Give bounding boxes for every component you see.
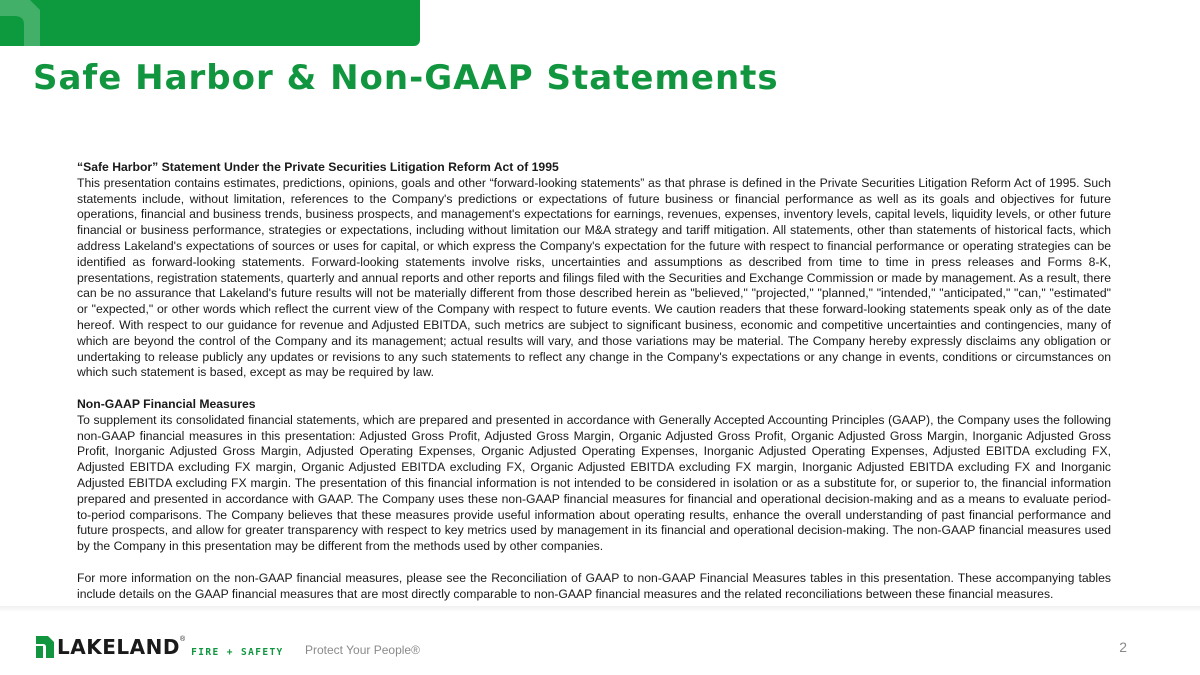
logo-registered-mark: ® bbox=[179, 636, 186, 643]
disclaimer-content bbox=[77, 160, 1111, 602]
company-logo bbox=[36, 634, 284, 660]
non-gaap-more-info: For more information on the non-GAAP financial measures, please see the Reconciliation of GAAP to non-GAAP Financial Measures tables in this presentation. These accompanying tables include details on the GAAP financial measures that are most directly comparable to non-GAAP financial measures and the related reconciliations between these financial measures. bbox=[77, 570, 1111, 601]
footer-divider bbox=[0, 606, 1200, 612]
safe-harbor-body: This presentation contains estimates, predictions, opinions, goals and other “forward-looking statements” as that phrase is defined in the Private Securities Litigation Reform Act of 1995. Such statements include, without limitation, references to the Company's predictions or expectations of future business or financial performance as well as its goals and objectives for future operations, financial and business trends, business prospects, and management's expectations for earnings, revenues, expenses, inventory levels, capital levels, liquidity levels, or other future financial or business performance, strategies or expectations, including without limitation our M&A strategy and tariff mitigation. All statements, other than statements of historical facts, which address Lakeland's expectations of sources or uses for capital, or which express the Company's expectation for the future with respect to financial performance or operating strategies can be identified as forward-looking statements. Forward-looking statements involve risks, uncertainties and assumptions as described from time to time in press releases and Forms 8-K, presentations, registration statements, quarterly and annual reports and other reports and filings filed with the Securities and Exchange Commission or made by management. As a result, there can be no assurance that Lakeland's future results will not be materially different from those described herein as "believed," "projected," "planned," "intended," "anticipated," "can," "estimated" or "expected," or other words which reflect the current view of the Company with respect to future events. We caution readers that these forward-looking statements speak only as of the date hereof. With respect to our guidance for revenue and Adjusted EBITDA, such metrics are subject to significant business, economic and competitive uncertainties and contingencies, many of which are beyond the control of the Company and its management; actual results will vary, and those variations may be material. The Company hereby expressly disclaims any obligation or undertaking to release publicly any updates or revisions to any such statements to reflect any change in the Company's expectations or any change in events, conditions or circumstances on which such statement is based, except as may be required by law. bbox=[77, 175, 1111, 380]
non-gaap-body: To supplement its consolidated financial statements, which are prepared and presented in accordance with Generally Accepted Accounting Principles (GAAP), the Company uses the following non-GAAP financial measures in this presentation: Adjusted Gross Profit, Adjusted Gross Margin, Organic Adjusted Gross Profit, Organic Adjusted Gross Margin, Inorganic Adjusted Gross Profit, Inorganic Adjusted Gross Margin, Adjusted Operating Expenses, Organic Adjusted Operating Expenses, Inorganic Adjusted Operating Expenses, Adjusted EBITDA excluding FX, Adjusted EBITDA excluding FX margin, Organic Adjusted EBITDA excluding FX, Organic Adjusted EBITDA excluding FX margin, Inorganic Adjusted EBITDA excluding FX and Inorganic Adjusted EBITDA excluding FX margin. The presentation of this financial information is not intended to be considered in isolation or as a substitute for, or superior to, the financial information prepared and presented in accordance with GAAP. The Company uses these non-GAAP financial measures for financial and operational decision-making and as a means to evaluate period-to-period comparisons. The Company believes that these measures provide useful information about operating results, enhance the overall understanding of past financial performance and future prospects, and allow for greater transparency with respect to key metrics used by management in its financial and operational decision-making. The non-GAAP financial measures used by the Company in this presentation may be different from the methods used by other companies. bbox=[77, 412, 1111, 554]
leaf-mark-icon bbox=[0, 0, 42, 46]
logo-wordmark: LAKELAND bbox=[57, 635, 180, 659]
non-gaap-heading: Non-GAAP Financial Measures bbox=[77, 396, 256, 411]
page-number: 2 bbox=[1119, 639, 1127, 655]
safe-harbor-heading: “Safe Harbor” Statement Under the Private Securities Litigation Reform Act of 1995 bbox=[77, 160, 559, 174]
footer-tagline: Protect Your People® bbox=[305, 643, 420, 657]
logo-subtitle: FIRE + SAFETY bbox=[191, 646, 284, 658]
page-title: Safe Harbor & Non-GAAP Statements bbox=[33, 58, 779, 98]
leaf-mark-icon bbox=[36, 636, 54, 658]
header-bar bbox=[0, 0, 420, 46]
